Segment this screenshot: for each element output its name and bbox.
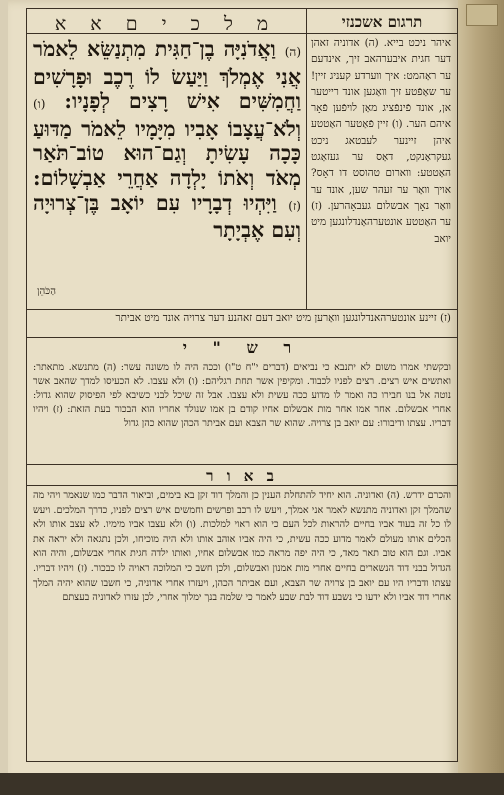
- column-divider: [306, 9, 307, 309]
- rashi-commentary: ובקשתי אמרו משום לא יתנבא כי נביאים (דברים י"ח ט"ו) וככה היה לו משונה עשר: (ה) מתנשא. מתאתר: ואתשים איש רצים. רצים לפניו לכבוד. ומקיפין אשר תחת רגליהם: (ו) ולא עצבו. לא הכעיסו למדך שהאב אשר נוטה אל בנו חבירו כה ואמר לו מדוע ככה עשית ולא עצבו. אבל זה שיכל לבני כשיבא לפי הפיסוק שהוא גדול: אחרי אבשלום. אחר אמו אחר מות אבשלום אחיו קודם בן אמו שנולד אחריו הוא הבכור בעת הזאת: (ז) ויהיו דבריו. עצתו ודיבורו: עם יואב בן צרויה. שהוא שר הצבא ועם אביתר הכהן שהוא כהן גדול: [33, 362, 451, 429]
- text-frame: [26, 8, 458, 762]
- targum-heading: תרגום אשכנזי: [341, 13, 423, 31]
- verse-number: (ז): [288, 198, 301, 213]
- rashi-title: ר ש " י: [182, 338, 302, 357]
- book-page: [8, 0, 458, 795]
- running-head: מ ל כ י ם א א: [54, 13, 278, 35]
- biur-title: ב א ו ר: [206, 467, 278, 485]
- scan-bottom-shadow: [0, 773, 504, 795]
- verse-text: [33, 37, 301, 243]
- verse-number: (ו): [33, 97, 46, 112]
- book-edge: [458, 0, 504, 795]
- verse-line: וַיִּהְיוּ דְבָרָיו עִם יוֹאָב בֶּן־צְרוּיָה וְעִם אֶבְיָתָר: [33, 190, 301, 243]
- verse-line: וְלֹא־עֲצָבוֹ אָבִיו מִיָּמָיו לֵאמֹר מַדּוּעַ כָּכָה עָשִׂיתָ וְגַם־הוּא טוֹב־תֹּאַר מְאֹד וְאֹתוֹ יָלְדָה אַחֲרֵי אַבְשָׁלוֹם:: [33, 116, 301, 190]
- catchword: הַכֹּהֵן: [37, 286, 56, 297]
- footnote-text: (ז) זיינע אונטערהאנדלונגען װאַרען מיט יואב דעם זאהנע דער צרויה אונד מיט אביתר: [115, 312, 451, 324]
- footnote-rule: [27, 309, 457, 310]
- targum-text: איהר ניכט בייא. (ה) אדוניה זאהן דער חגית איבערהאב זיך, אינדעם ער ראַהמט: איך װערדע קעניג זיין! ער שאַפֿטע זיך װאַגען אונד רייטער אן, אונד פֿינפֿציג מאַן לױפֿען פֿאָר איהם הער. (ו) זיין פֿאַטער האַטטע איהן זיינער לעבטאג ניכט געקראַנקט, דאַס ער געזאַגט האַטטע: װארום טהוסט דו דאָס? אויך װאַר ער זעהר שען, אונד ער װאַר נאָך אבשלום געבאָהרען. (ז) ער האַטטע אונטערהאַנדלונגען מיט יואב: [311, 37, 451, 245]
- biur-rule-top: [27, 464, 457, 465]
- targum-head-rule: [307, 33, 457, 34]
- biur-commentary: והכרם ידרש. (ה) ואדוניה. הוא יחיד להתחלת הענין כן והמלך דוד זקן בא בימים, וביאור הדבר כמו שנאמר ויהי מה שהמלך זקן ואדוניה מתנשא לאמר אני אמלך, ויעש לו רכב ופרשים וחמשים איש רצים לפניו, כדרך המלכים. ויעש לו כל זה בעוד אביו בחיים להראות לכל העם כי הוא ראוי למלכות. (ו) ולא עצבו אביו מימיו. לא עצב אותו ולא הכלים אותו מעולם לאמר מדוע ככה עשית, כי היה אביו אוהב אותו ולא היה מוכיחו, ולכן נתגאה ולא יראה את אביו. וגם הוא טוב תאר מאד, כי היה יפה מראה כמו אבשלום אחיו, ואותו ילדה חגית אחרי אבשלום, והיה הוא הגדול בבני דוד הנשארים בחיים אחרי מות אמנון ואבשלום, ולכן חשב כי המלוכה ראויה לו כבכור. (ז) ויהיו דבריו. עצתו ודבריו היו עם יואב בן צרויה שר הצבא, ועם אביתר הכהן, ויעזרו אחרי אדוניה, כי חשבו שהוא יהיה המלך אחרי דוד אביו ולא ידעו כי נשבע דוד לבת שבע לאמר כי שלמה בנך ימלוך אחרי, לכן עזרו לאדוניה בעצתם: [33, 490, 451, 604]
- verse-line: וַאֲדֹנִיָּה בֶן־חַגִּית מִתְנַשֵּׂא לֵאמֹר אֲנִי אֶמְלֹךְ וַיַּעַשׂ לוֹ רֶכֶב וּפָרָשִׁים וַחֲמִשִּׁים אִישׁ רָצִים לְפָנָיו:: [33, 37, 302, 114]
- bookmark-tab: [466, 4, 498, 26]
- verse-head-rule: [27, 33, 306, 34]
- verse-number: (ה): [284, 45, 301, 59]
